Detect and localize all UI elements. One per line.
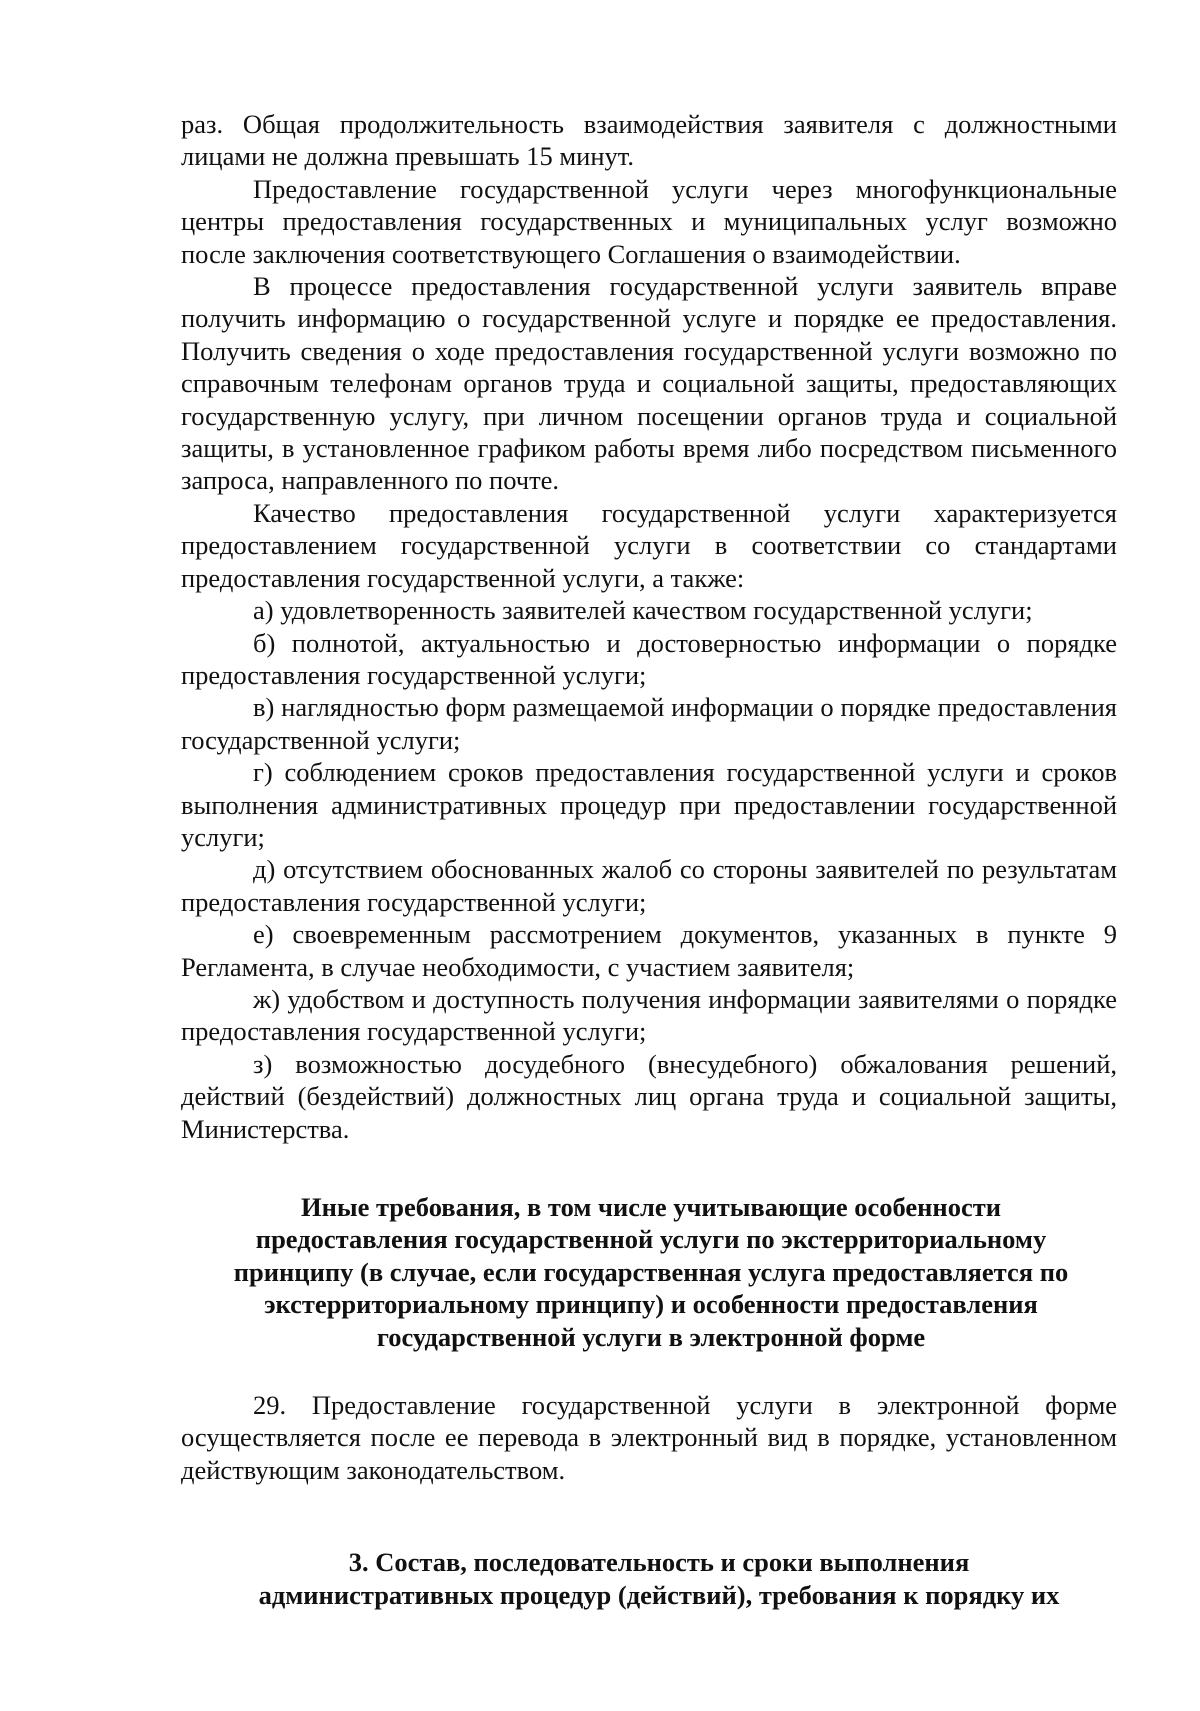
section-heading-3 <box>181 1546 1117 1611</box>
paragraph: Предоставление государственной услуги через многофункциональные центры предоставления государственных и муниципальных услуг возможно после заключения соответствующего Соглашения о взаимодействии. <box>181 173 1117 269</box>
list-item: е) своевременным рассмотрением документов, указанных в пункте 9 Регламента, в случае необходимости, с участием заявителя; <box>181 919 1117 982</box>
heading-line: экстерриториальному принципу) и особенности предоставления <box>264 1289 1038 1320</box>
list-item: а) удовлетворенность заявителей качеством государственной услуги; <box>253 595 1033 626</box>
heading-line: Иные требования, в том числе учитывающие особенности <box>301 1192 1001 1222</box>
section-heading-other-requirements <box>181 1191 1117 1353</box>
list-item: д) отсутствием обоснованных жалоб со стороны заявителей по результатам предоставления государственной услуги; <box>181 854 1117 917</box>
heading-line: предоставления государственной услуги по экстерриториальному <box>255 1224 1047 1255</box>
heading-line: административных процедур (действий), требования к порядку их <box>258 1579 1060 1610</box>
list-item: г) соблюдением сроков предоставления государственной услуги и сроков выполнения административных процедур при предоставлении государственной услуги; <box>181 757 1117 852</box>
list-item: з) возможностью досудебного (внесудебного) обжалования решений, действий (бездействий) должностных лиц органа труда и социальной защиты, Министерства. <box>181 1048 1117 1144</box>
paragraph: Качество предоставления государственной услуги характеризуется предоставлением государственной услуги в соответствии со стандартами предоставления государственной услуги, а также: <box>181 497 1117 593</box>
paragraph: В процессе предоставления государственной услуги заявитель вправе получить информацию о государственной услуге и порядке ее предоставления. Получить сведения о ходе предоставления государственной услуги возможно по справочным телефонам органов труда и социальной защиты, предоставляющих государственную услугу, при личном посещении органов труда и социальной защиты, в установленное графиком работы время либо посредством письменного запроса, направленного по почте. <box>181 271 1117 496</box>
list-item: в) наглядностью форм размещаемой информации о порядке предоставления государственной услуги; <box>181 692 1117 755</box>
paragraph: раз. Общая продолжительность взаимодействия заявителя с должностными лицами не должна превышать 15 минут. <box>181 109 1117 172</box>
list-item: ж) удобством и доступность получения информации заявителями о порядке предоставления государственной услуги; <box>181 983 1117 1047</box>
heading-line: 3. Состав, последовательность и сроки выполнения <box>348 1547 970 1578</box>
document-body <box>181 108 1117 1611</box>
heading-line: принципу (в случае, если государственная услуга предоставляется по <box>233 1256 1069 1287</box>
heading-line: государственной услуги в электронной форме <box>376 1321 926 1352</box>
list-item: б) полнотой, актуальностью и достоверностью информации о порядке предоставления государственной услуги; <box>181 627 1117 690</box>
paragraph-29: 29. Предоставление государственной услуги в электронной форме осуществляется после ее перевода в электронный вид в порядке, установленном действующим законодательством. <box>181 1390 1117 1485</box>
